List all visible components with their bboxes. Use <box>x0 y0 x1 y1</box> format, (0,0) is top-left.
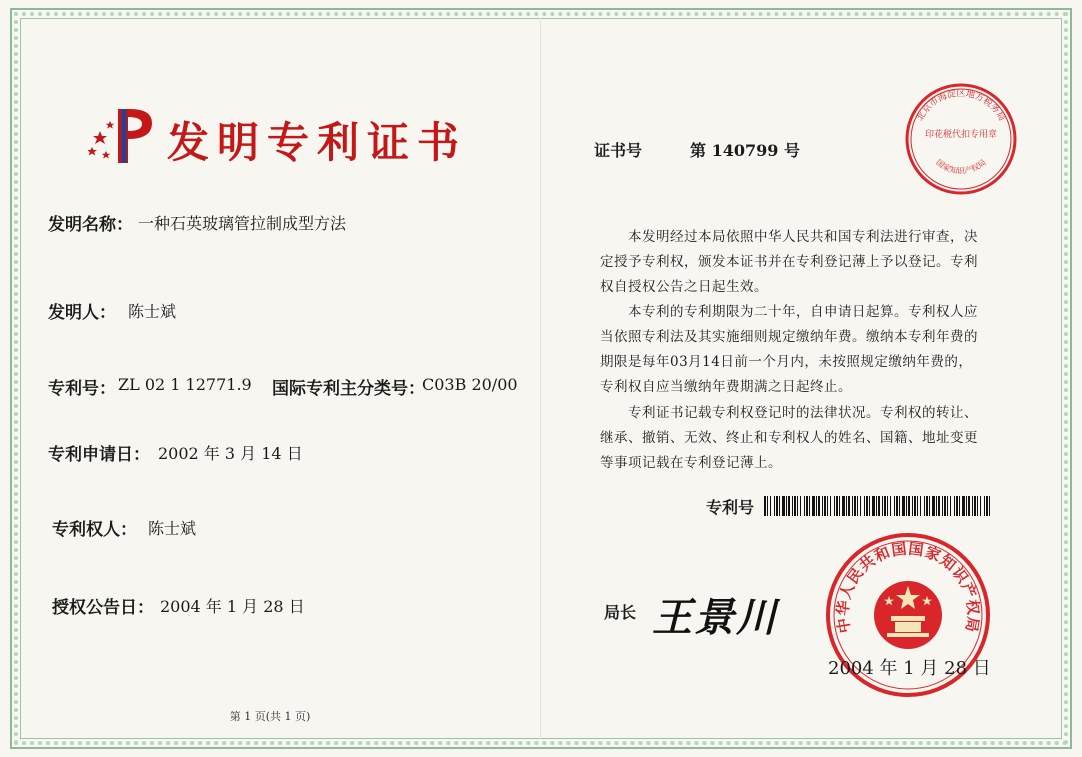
barcode-bar <box>818 496 820 516</box>
barcode-bar <box>917 496 918 516</box>
barcode-bar <box>779 496 780 516</box>
small-seal-top-text: 北京市海淀区地方税务局 <box>915 89 1007 124</box>
patent-office-logo-icon <box>88 105 158 169</box>
paragraph-1: 本发明经过本局依照中华人民共和国专利法进行审查，决定授予专利权，颁发本证书并在专利登记薄上予以登记。专利权自授权公告之日起生效。 <box>600 229 978 295</box>
barcode-bar <box>932 496 935 516</box>
barcode-bar <box>857 496 858 516</box>
director-label: 局长 <box>604 603 637 622</box>
barcode-bar <box>956 496 958 516</box>
barcode-bar <box>860 496 861 516</box>
barcode-bar <box>962 496 965 516</box>
barcode-bar <box>848 496 850 516</box>
barcode-bar <box>912 496 913 516</box>
issue-date: 2004 年 1 月 28 日 <box>828 658 991 679</box>
barcode-bar <box>836 496 838 516</box>
barcode-bar <box>942 496 943 516</box>
barcode-bar <box>852 496 853 516</box>
barcode-label: 专利号 <box>706 498 755 517</box>
barcode-bar <box>929 496 930 516</box>
patentee-label: 专利权人： <box>52 520 137 540</box>
barcode-bar <box>866 496 868 516</box>
director-signature: 王景川 <box>652 594 778 641</box>
barcode-bar <box>902 496 905 516</box>
barcode-bar <box>878 496 880 516</box>
barcode-bar <box>794 496 796 516</box>
barcode-bar <box>906 496 907 516</box>
barcode-bar <box>806 496 808 516</box>
barcode-bar <box>954 496 955 516</box>
barcode-bar <box>986 496 988 516</box>
barcode-bar <box>782 496 785 516</box>
barcode-bar <box>774 496 775 516</box>
barcode-bar <box>926 496 928 516</box>
barcode-bar <box>899 496 900 516</box>
barcode-bar <box>977 496 978 516</box>
barcode-bar <box>908 496 910 516</box>
barcode-bar <box>797 496 798 516</box>
filing-date-value: 2002 年 3 月 14 日 <box>158 444 303 463</box>
barcode-bar <box>968 496 970 516</box>
ipc-value: C03B 20/00 <box>422 375 518 394</box>
barcode-bar <box>894 496 895 516</box>
barcode-bar <box>972 496 973 516</box>
barcode-bar <box>830 496 831 516</box>
patent-barcode <box>764 496 990 516</box>
barcode-bar <box>764 496 766 516</box>
barcode-bar <box>950 496 951 516</box>
barcode-bar <box>842 496 845 516</box>
certificate-number-value: 第 140799 号 <box>690 141 800 160</box>
barcode-bar <box>984 496 985 516</box>
patent-number-label: 专利号： <box>48 379 116 399</box>
barcode-bar <box>809 496 810 516</box>
ipc-label: 国际专利主分类号： <box>272 379 425 399</box>
certificate-number-label: 证书号 <box>594 141 643 160</box>
barcode-bar <box>854 496 856 516</box>
tax-stamp-seal <box>902 80 1020 198</box>
barcode-bar <box>827 496 828 516</box>
barcode-bar <box>800 496 801 516</box>
barcode-bar <box>966 496 967 516</box>
small-seal-center-text: 印花税代扣专用章 <box>924 130 998 140</box>
barcode-bar <box>944 496 946 516</box>
barcode-bar <box>989 496 990 516</box>
barcode-bar <box>920 496 921 516</box>
inventor-label: 发明人： <box>48 303 116 323</box>
barcode-bar <box>924 496 925 516</box>
barcode-bar <box>936 496 937 516</box>
barcode-bar <box>882 496 883 516</box>
barcode-bar <box>786 496 787 516</box>
barcode-bar <box>938 496 940 516</box>
barcode-bar <box>864 496 865 516</box>
barcode-bar <box>887 496 888 516</box>
barcode-bar <box>947 496 948 516</box>
barcode-bar <box>824 496 826 516</box>
barcode-bar <box>872 496 875 516</box>
barcode-bar <box>980 496 981 516</box>
barcode-bar <box>812 496 815 516</box>
barcode-bar <box>974 496 976 516</box>
grant-date-label: 授权公告日： <box>52 598 154 618</box>
barcode-bar <box>869 496 870 516</box>
inventor-value: 陈士斌 <box>128 302 177 321</box>
barcode-bar <box>767 496 768 516</box>
barcode-bar <box>792 496 793 516</box>
paragraph-3: 专利证书记载专利权登记时的法律状况。专利权的转让、继承、撤销、无效、终止和专利权人的姓名、国籍、地址变更等事项记载在专利登记薄上。 <box>600 405 978 471</box>
barcode-bar <box>770 496 771 516</box>
filing-date-label: 专利申请日： <box>48 445 150 465</box>
page-footer: 第 1 页(共 1 页) <box>229 710 311 723</box>
barcode-bar <box>884 496 886 516</box>
barcode-bar <box>914 496 916 516</box>
barcode-bar <box>846 496 847 516</box>
patent-number-value: ZL 02 1 12771.9 <box>118 375 252 394</box>
barcode-bar <box>776 496 778 516</box>
small-seal-bottom-text: 国家知识产权局 <box>934 157 988 176</box>
barcode-bar <box>876 496 877 516</box>
grant-date-value: 2004 年 1 月 28 日 <box>160 597 305 616</box>
big-seal-text: 中华人民共和国国家知识产权局 <box>833 539 983 635</box>
barcode-bar <box>816 496 817 516</box>
barcode-bar <box>959 496 960 516</box>
invention-name-label: 发明名称： <box>48 215 133 235</box>
paragraph-2: 本专利的专利期限为二十年，自申请日起算。专利权人应当依照专利法及其实施细则规定缴纳年费。缴纳本专利年费的期限是每年03月14日前一个月内，未按照规定缴纳年费的，专利权自应当缴纳年费期满之日起终止。 <box>600 304 978 395</box>
barcode-bar <box>788 496 790 516</box>
page-fold <box>540 18 541 739</box>
certificate-title: 发明专利证书 <box>167 118 468 167</box>
barcode-bar <box>822 496 823 516</box>
invention-name-value: 一种石英玻璃管拉制成型方法 <box>138 214 347 233</box>
barcode-bar <box>839 496 840 516</box>
barcode-bar <box>834 496 835 516</box>
patentee-value: 陈士斌 <box>148 519 197 538</box>
barcode-bar <box>804 496 805 516</box>
barcode-bar <box>890 496 891 516</box>
barcode-bar <box>896 496 898 516</box>
